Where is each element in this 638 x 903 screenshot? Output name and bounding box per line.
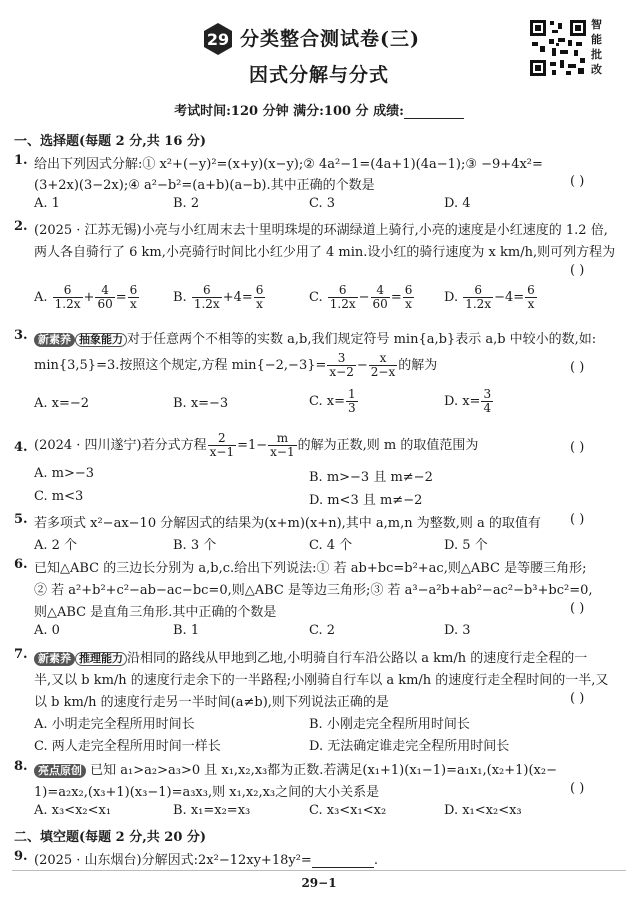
option-b[interactable]: B. 1	[173, 623, 200, 638]
answer-paren[interactable]: ( )	[570, 691, 585, 706]
option-a[interactable]: A. x=−2	[34, 396, 90, 411]
option-c[interactable]: C. 4 个	[309, 538, 353, 553]
question-text: 半,又以 b km/h 的速度行走余下的一半路程;小刚骑自行车以 a km/h 的速度行走全程时间的一半,又	[34, 673, 609, 688]
page-subtitle: 因式分解与分式	[248, 64, 389, 86]
option-d[interactable]: D. 3	[444, 623, 471, 638]
qr-code-icon[interactable]	[528, 18, 588, 78]
option-c[interactable]: C. 两人走完全程所用时间一样长	[34, 739, 221, 754]
option-c[interactable]: C. m<3	[34, 489, 84, 504]
section-title-choice: 一、选择题(每题 2 分,共 16 分)	[14, 134, 207, 149]
option-c[interactable]: C. 3	[309, 196, 336, 211]
question-text: ② 若 a²+b²+c²−ab−ac−bc=0,则△ABC 是等边三角形;③ 若 a³−a²b+ab²−ac²−b³+bc²=0,	[34, 583, 593, 598]
answer-paren[interactable]: ( )	[570, 174, 585, 189]
question-text: (2024 · 四川遂宁)若分式方程 $\frac{2}{x-1}$ =1− $\frac{m}{x-1}$ 的解为正数,则 m 的取值范围为	[34, 431, 479, 459]
answer-paren[interactable]: ( )	[570, 781, 585, 796]
answer-blank[interactable]	[312, 855, 374, 868]
option-b[interactable]: B. 2	[173, 196, 200, 211]
question-text: 亮点原创 已知 a₁>a₂>a₃>0 且 x₁,x₂,x₃都为正数.若满足(x₁+1)(x₁−1)=a₁x₁,(x₂+1)(x₂−	[34, 759, 557, 778]
question-text: 则△ABC 是直角三角形.其中正确的个数是	[34, 605, 277, 620]
option-a[interactable]: A. 1	[34, 196, 60, 211]
option-a[interactable]: A. 0	[34, 623, 60, 638]
option-b[interactable]: B. 小刚走完全程所用时间长	[309, 717, 470, 732]
question-number: 3.	[14, 328, 28, 343]
question-text: (3+2x)(3−2x);④ a²−b²=(a+b)(a−b).其中正确的个数是	[34, 178, 375, 193]
qr-label: 智 能 批 改	[591, 18, 602, 76]
option-b[interactable]: B. $\frac{6}{1.2x}$ +4= $\frac{6}{x}$	[173, 283, 264, 311]
question-text: 给出下列因式分解:① x²+(−y)²=(x+y)(x−y);② 4a²−1=(4a+1)(4a−1);③ −9+4x²=	[34, 157, 543, 172]
option-b[interactable]: B. x₁=x₂=x₃	[173, 803, 251, 818]
question-number: 5.	[14, 512, 28, 527]
new-literacy-tag: 新素养	[34, 333, 75, 347]
option-a[interactable]: A. 2 个	[34, 538, 78, 553]
option-c[interactable]: C. 2	[309, 623, 336, 638]
question-number: 8.	[14, 759, 28, 774]
answer-paren[interactable]: ( )	[570, 263, 585, 278]
option-b[interactable]: B. 3 个	[173, 538, 217, 553]
question-text: 以 b km/h 的速度行走另一半时间(a≠b),则下列说法正确的是	[34, 695, 389, 710]
option-d[interactable]: D. 5 个	[444, 538, 488, 553]
question-text: 1)=a₂x₂,(x₃+1)(x₃−1)=a₃x₃,则 x₁,x₂,x₃之间的大小关系是	[34, 785, 380, 800]
question-number: 4.	[14, 440, 28, 455]
option-d[interactable]: D. 无法确定谁走完全程所用时间长	[309, 739, 510, 754]
test-number-badge	[201, 22, 235, 56]
test-number: 29	[206, 30, 230, 49]
answer-paren[interactable]: ( )	[570, 360, 585, 375]
question-number: 2.	[14, 219, 28, 234]
option-c[interactable]: C. x₃<x₁<x₂	[309, 803, 387, 818]
option-a[interactable]: A. $\frac{6}{1.2x}$ + $\frac{4}{60}$ = $\frac{6}{x}$	[34, 283, 138, 311]
option-d[interactable]: D. m<3 且 m≠−2	[309, 493, 423, 508]
question-text: (2025 · 山东烟台)分解因式:2x²−12xy+18y²= .	[34, 853, 378, 868]
question-number: 1.	[14, 153, 28, 168]
ability-tag: 抽象能力	[75, 333, 127, 347]
footer-divider	[12, 870, 626, 871]
option-d[interactable]: D. $\frac{6}{1.2x}$ −4= $\frac{6}{x}$	[444, 283, 535, 311]
question-number: 7.	[14, 647, 28, 662]
question-text: min{3,5}=3.按照这个规定,方程 min{−2,−3}= $\frac{3}{x-2}$ − $\frac{x}{2-x}$ 的解为	[34, 351, 438, 379]
question-text: 新素养 推理能力 沿相同的路线从甲地到乙地,小明骑自行车沿公路以 a km/h 的速度行走全程的一	[34, 647, 587, 666]
option-c[interactable]: C. x= $\frac{1}{3}$	[309, 387, 356, 415]
answer-paren[interactable]: ( )	[570, 601, 585, 616]
option-d[interactable]: D. x= $\frac{3}{4}$	[444, 387, 492, 415]
section-title-fill: 二、填空题(每题 2 分,共 20 分)	[14, 830, 207, 845]
page-title: 分类整合测试卷(三)	[240, 28, 420, 50]
option-d[interactable]: D. 4	[444, 196, 471, 211]
option-c[interactable]: C. $\frac{6}{1.2x}$ − $\frac{4}{60}$ = $\frac{6}{x}$	[309, 283, 413, 311]
question-number: 6.	[14, 557, 28, 572]
question-text: 两人各自骑行了 6 km,小亮骑行时间比小红少用了 4 min.设小红的骑行速度为 x km/h,则可列方程为	[34, 245, 616, 260]
answer-paren[interactable]: ( )	[570, 440, 585, 455]
answer-paren[interactable]: ( )	[570, 512, 585, 527]
question-text: (2025 · 江苏无锡)小亮与小红周末去十里明珠堤的环湖绿道上骑行,小亮的速度是小红速度的 1.2 倍,	[34, 223, 608, 238]
question-text: 已知△ABC 的三边长分别为 a,b,c.给出下列说法:① 若 ab+bc=b²+ac,则△ABC 是等腰三角形;	[34, 561, 587, 576]
option-a[interactable]: A. x₃<x₂<x₁	[34, 803, 112, 818]
original-tag: 亮点原创	[34, 764, 86, 778]
option-a[interactable]: A. m>−3	[34, 466, 95, 481]
option-b[interactable]: B. x=−3	[173, 396, 229, 411]
exam-info: 考试时间:120 分钟 满分:100 分 成绩:	[0, 100, 638, 119]
question-text: 若多项式 x²−ax−10 分解因式的结果为(x+m)(x+n),其中 a,m,n 为整数,则 a 的取值有	[34, 516, 541, 531]
new-literacy-tag: 新素养	[34, 652, 75, 666]
ability-tag: 推理能力	[75, 652, 127, 666]
option-a[interactable]: A. 小明走完全程所用时间长	[34, 717, 195, 732]
option-b[interactable]: B. m>−3 且 m≠−2	[309, 470, 433, 485]
question-text: 新素养 抽象能力 对于任意两个不相等的实数 a,b,我们规定符号 min{a,b}表示 a,b 中较小的数,如:	[34, 328, 596, 347]
option-d[interactable]: D. x₁<x₂<x₃	[444, 803, 522, 818]
page-number: 29−1	[301, 876, 337, 890]
question-number: 9.	[14, 849, 28, 864]
score-blank[interactable]	[404, 106, 464, 119]
